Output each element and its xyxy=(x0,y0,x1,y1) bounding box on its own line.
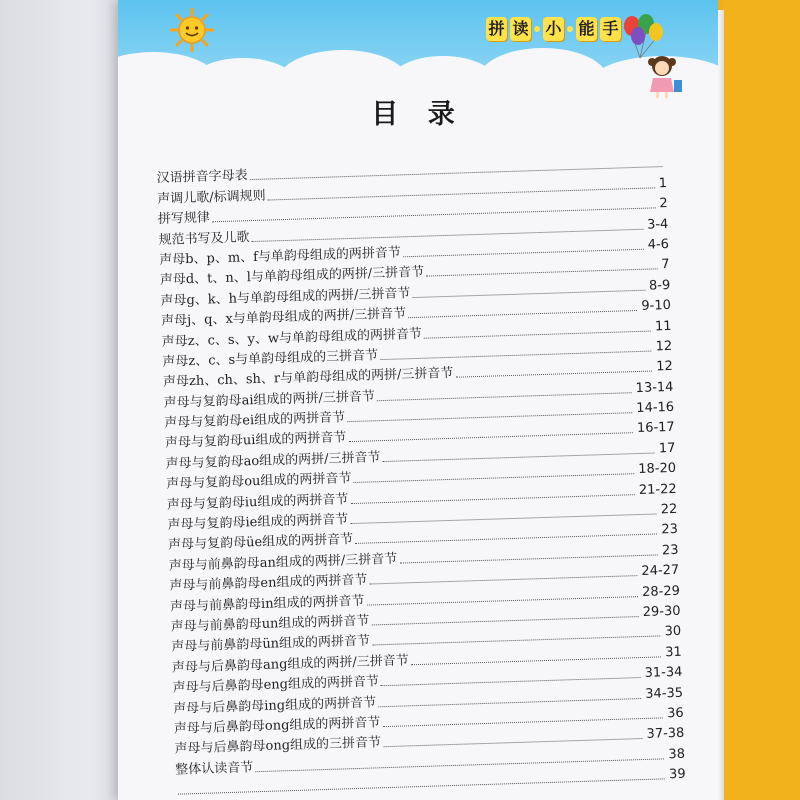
toc-label: 声母与复韵母ui组成的两拼音节 xyxy=(164,430,347,452)
toc-label: 声母b、p、m、f与单韵母组成的两拼音节 xyxy=(158,245,402,268)
series-badge xyxy=(480,16,627,42)
toc-label: 声母与复韵母ei组成的两拼音节 xyxy=(164,410,346,431)
toc-page: 4-6 xyxy=(647,236,670,253)
toc-page: 37-38 xyxy=(646,726,685,743)
book-page xyxy=(118,0,718,800)
badge-char: 拼 xyxy=(486,17,507,41)
toc-label: 声母g、k、h与单韵母组成的两拼/三拼音节 xyxy=(160,285,411,309)
sun-icon xyxy=(170,8,214,52)
toc-label: 声母与复韵母ao组成的两拼/三拼音节 xyxy=(165,449,381,472)
toc-label: 声母与前鼻韵母an组成的两拼/三拼音节 xyxy=(168,551,398,574)
page-title: 目 录 xyxy=(371,99,465,130)
toc-page: 12 xyxy=(656,359,674,375)
toc-page: 23 xyxy=(661,542,679,559)
toc-label: 声母j、q、x与单韵母组成的两拼/三拼音节 xyxy=(160,306,407,330)
badge-char: 读 xyxy=(510,17,531,41)
toc-page: 30 xyxy=(664,624,682,640)
toc-label: 声母与后鼻韵母ong组成的两拼音节 xyxy=(173,715,381,737)
toc-label: 声母与复韵母üe组成的两拼音节 xyxy=(167,532,354,554)
toc-label: 声调儿歌/标调规则 xyxy=(157,188,266,207)
toc-page: 12 xyxy=(655,338,673,355)
toc-label: 声母与复韵母ai组成的两拼/三拼音节 xyxy=(163,388,376,411)
toc-label: 声母与后鼻韵母ang组成的两拼/三拼音节 xyxy=(171,653,409,676)
toc-page: 22 xyxy=(660,501,678,518)
toc-label: 声母z、c、s、y、w与单韵母组成的两拼音节 xyxy=(161,326,423,350)
toc-page: 39 xyxy=(668,766,686,783)
toc-page: 14-16 xyxy=(636,399,675,417)
toc-page: 31 xyxy=(665,644,683,661)
toc-page: 38 xyxy=(668,746,686,762)
toc-page: 16-17 xyxy=(636,420,675,437)
toc-label: 声母与前鼻韵母in组成的两拼音节 xyxy=(169,593,365,615)
toc-page: 13-14 xyxy=(635,379,674,396)
toc-label: 拼写规律 xyxy=(157,210,211,228)
toc-label: 声母z、c、s与单韵母组成的三拼音节 xyxy=(162,348,379,370)
toc-page: 17 xyxy=(658,440,676,457)
toc-label: 声母与后鼻韵母eng组成的两拼音节 xyxy=(172,674,380,696)
toc-label: 声母与复韵母ie组成的两拼音节 xyxy=(167,512,349,533)
badge-dot xyxy=(567,26,573,32)
toc-label: 整体认读音节 xyxy=(174,759,254,778)
toc-page: 1 xyxy=(658,175,668,192)
leader-dots xyxy=(178,777,665,794)
badge-char: 小 xyxy=(543,17,564,41)
toc-page: 2 xyxy=(659,196,668,212)
toc-page: 8-9 xyxy=(648,277,671,294)
toc-label: 规范书写及儿歌 xyxy=(158,229,250,248)
toc-page: 23 xyxy=(661,522,679,538)
toc-label: 声母与复韵母ou组成的两拼音节 xyxy=(166,471,352,493)
toc-label: 声母与前鼻韵母en组成的两拼音节 xyxy=(169,572,368,595)
toc-label: 声母与后鼻韵母ing组成的两拼音节 xyxy=(173,694,377,717)
toc-page: 9-10 xyxy=(641,298,672,314)
toc-page: 21-22 xyxy=(638,481,677,498)
toc-label: 汉语拼音字母表 xyxy=(156,168,248,187)
toc-label: 声母与复韵母iu组成的两拼音节 xyxy=(166,491,349,513)
badge-dot xyxy=(534,26,540,32)
toc-page: 3-4 xyxy=(646,216,669,233)
toc-label: 声母d、t、n、l与单韵母组成的两拼/三拼音节 xyxy=(159,265,425,289)
toc-label: 声母zh、ch、sh、r与单韵母组成的两拼/三拼音节 xyxy=(162,366,454,391)
toc-label: 声母与后鼻韵母ong组成的三拼音节 xyxy=(174,735,382,758)
toc-page: 34-35 xyxy=(645,685,684,702)
left-facing-page xyxy=(0,0,130,800)
toc-page: 28-29 xyxy=(641,583,681,600)
table-of-contents xyxy=(156,150,686,798)
toc-label: 声母与前鼻韵母ün组成的两拼音节 xyxy=(171,633,371,656)
sky-header xyxy=(118,0,718,82)
toc-page: 31-34 xyxy=(644,664,683,682)
badge-char: 能 xyxy=(576,17,597,41)
badge-char: 手 xyxy=(600,17,621,41)
toc-page: 18-20 xyxy=(638,461,677,478)
toc-page: 36 xyxy=(666,705,684,722)
toc-label: 声母与前鼻韵母un组成的两拼音节 xyxy=(170,613,370,635)
toc-page: 29-30 xyxy=(642,603,681,620)
toc-page: 7 xyxy=(661,257,670,273)
toc-page: 24-27 xyxy=(641,562,680,580)
toc-page: 11 xyxy=(654,318,672,334)
